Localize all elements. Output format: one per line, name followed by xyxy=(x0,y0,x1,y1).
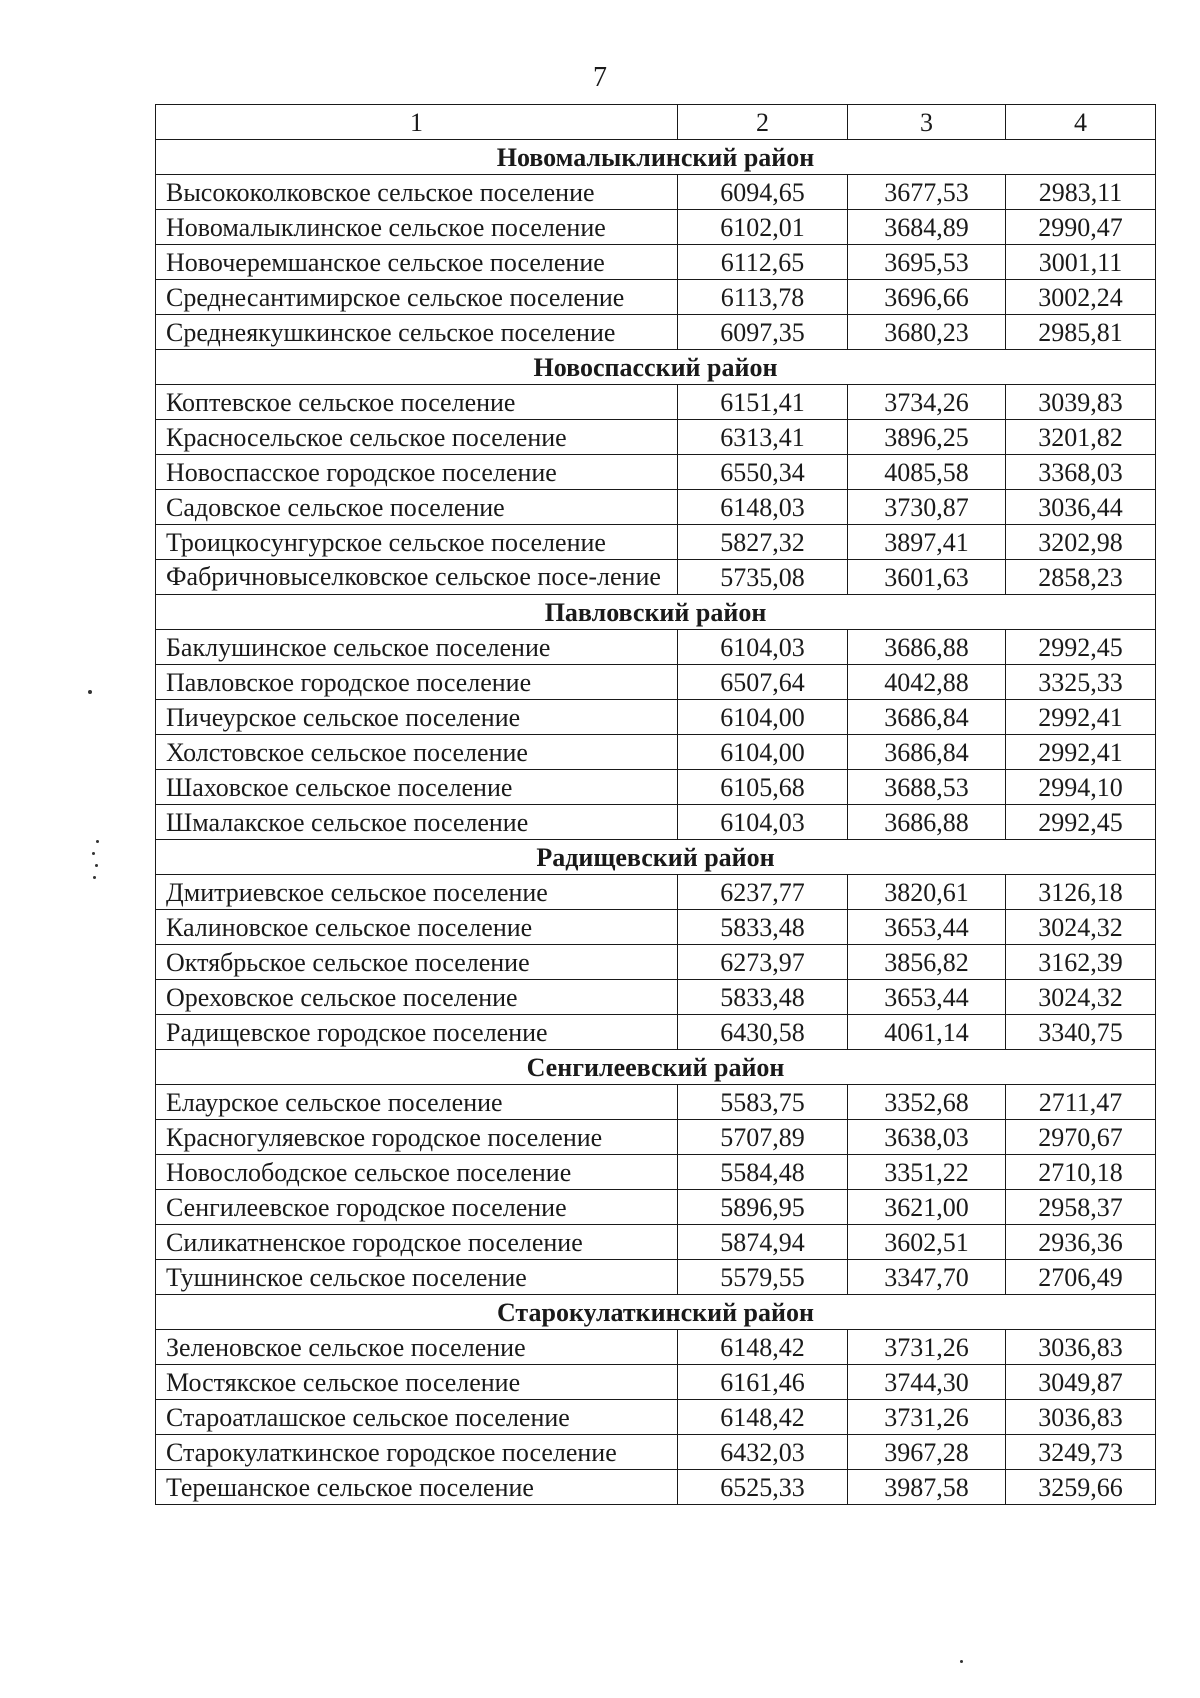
scan-speck xyxy=(88,690,92,694)
value-col-2: 6148,42 xyxy=(678,1400,848,1435)
value-col-3: 3684,89 xyxy=(848,210,1006,245)
value-col-2: 6151,41 xyxy=(678,385,848,420)
value-col-3: 3653,44 xyxy=(848,910,1006,945)
value-col-4: 2985,81 xyxy=(1006,315,1156,350)
settlement-name: Октябрьское сельское поселение xyxy=(156,945,678,980)
scan-speck xyxy=(92,852,95,855)
value-col-2: 5583,75 xyxy=(678,1085,848,1120)
settlement-row xyxy=(156,455,1156,490)
page-number: 7 xyxy=(593,62,607,93)
value-col-4: 3340,75 xyxy=(1006,1015,1156,1050)
value-col-2: 6430,58 xyxy=(678,1015,848,1050)
value-col-2: 5827,32 xyxy=(678,525,848,560)
settlement-row xyxy=(156,175,1156,210)
value-col-4: 2994,10 xyxy=(1006,770,1156,805)
value-col-3: 3621,00 xyxy=(848,1190,1006,1225)
settlement-row xyxy=(156,280,1156,315)
scan-speck xyxy=(95,864,98,867)
settlement-row xyxy=(156,945,1156,980)
settlement-name: Садовское сельское поселение xyxy=(156,490,678,525)
settlement-name: Тушнинское сельское поселение xyxy=(156,1260,678,1295)
settlement-name: Новоспасское городское поселение xyxy=(156,455,678,490)
value-col-4: 2706,49 xyxy=(1006,1260,1156,1295)
value-col-2: 6113,78 xyxy=(678,280,848,315)
value-col-4: 3049,87 xyxy=(1006,1365,1156,1400)
value-col-4: 3368,03 xyxy=(1006,455,1156,490)
settlement-table-body xyxy=(156,105,1156,1505)
settlement-name: Терешанское сельское поселение xyxy=(156,1470,678,1505)
district-row xyxy=(156,1295,1156,1330)
settlement-row xyxy=(156,525,1156,560)
value-col-2: 6432,03 xyxy=(678,1435,848,1470)
settlement-row xyxy=(156,875,1156,910)
value-col-4: 2858,23 xyxy=(1006,560,1156,595)
district-row xyxy=(156,840,1156,875)
settlement-name: Силикатненское городское поселение xyxy=(156,1225,678,1260)
settlement-row xyxy=(156,1015,1156,1050)
settlement-row xyxy=(156,315,1156,350)
settlement-name: Высококолковское сельское поселение xyxy=(156,175,678,210)
settlement-row xyxy=(156,490,1156,525)
value-col-4: 2970,67 xyxy=(1006,1120,1156,1155)
settlement-name: Новослободское сельское поселение xyxy=(156,1155,678,1190)
value-col-2: 6094,65 xyxy=(678,175,848,210)
column-header-4: 4 xyxy=(1006,105,1156,140)
settlement-name: Холстовское сельское поселение xyxy=(156,735,678,770)
value-col-4: 2936,36 xyxy=(1006,1225,1156,1260)
settlement-name: Новомалыклинское сельское поселение xyxy=(156,210,678,245)
value-col-3: 3351,22 xyxy=(848,1155,1006,1190)
value-col-2: 5584,48 xyxy=(678,1155,848,1190)
value-col-4: 3001,11 xyxy=(1006,245,1156,280)
value-col-4: 3002,24 xyxy=(1006,280,1156,315)
value-col-4: 3259,66 xyxy=(1006,1470,1156,1505)
value-col-3: 3896,25 xyxy=(848,420,1006,455)
value-col-2: 6273,97 xyxy=(678,945,848,980)
value-col-4: 3036,44 xyxy=(1006,490,1156,525)
value-col-4: 2958,37 xyxy=(1006,1190,1156,1225)
settlement-row xyxy=(156,1190,1156,1225)
settlement-row xyxy=(156,630,1156,665)
value-col-4: 2983,11 xyxy=(1006,175,1156,210)
value-col-4: 3036,83 xyxy=(1006,1330,1156,1365)
value-col-3: 3686,88 xyxy=(848,805,1006,840)
value-col-3: 3967,28 xyxy=(848,1435,1006,1470)
value-col-3: 3731,26 xyxy=(848,1330,1006,1365)
value-col-4: 3201,82 xyxy=(1006,420,1156,455)
settlement-row xyxy=(156,1085,1156,1120)
value-col-3: 4042,88 xyxy=(848,665,1006,700)
value-col-4: 2992,45 xyxy=(1006,630,1156,665)
settlement-table xyxy=(155,104,1156,1505)
value-col-3: 3347,70 xyxy=(848,1260,1006,1295)
settlement-row xyxy=(156,805,1156,840)
value-col-3: 3897,41 xyxy=(848,525,1006,560)
settlement-row xyxy=(156,1155,1156,1190)
value-col-3: 3686,84 xyxy=(848,700,1006,735)
district-row xyxy=(156,595,1156,630)
value-col-2: 5579,55 xyxy=(678,1260,848,1295)
value-col-2: 6097,35 xyxy=(678,315,848,350)
value-col-4: 3024,32 xyxy=(1006,980,1156,1015)
value-col-4: 3325,33 xyxy=(1006,665,1156,700)
value-col-3: 3731,26 xyxy=(848,1400,1006,1435)
settlement-name: Сенгилеевское городское поселение xyxy=(156,1190,678,1225)
value-col-2: 6507,64 xyxy=(678,665,848,700)
settlement-name: Красногуляевское городское поселение xyxy=(156,1120,678,1155)
value-col-3: 3686,88 xyxy=(848,630,1006,665)
settlement-name: Фабричновыселковское сельское посе-ление xyxy=(156,560,678,595)
value-col-3: 3352,68 xyxy=(848,1085,1006,1120)
value-col-3: 3680,23 xyxy=(848,315,1006,350)
settlement-name: Троицкосунгурское сельское поселение xyxy=(156,525,678,560)
settlement-row xyxy=(156,980,1156,1015)
value-col-2: 5896,95 xyxy=(678,1190,848,1225)
settlement-row xyxy=(156,420,1156,455)
column-header-2: 2 xyxy=(678,105,848,140)
value-col-2: 6104,00 xyxy=(678,735,848,770)
value-col-2: 5874,94 xyxy=(678,1225,848,1260)
district-title: Павловский район xyxy=(156,595,1156,630)
value-col-3: 3820,61 xyxy=(848,875,1006,910)
value-col-4: 2992,41 xyxy=(1006,735,1156,770)
settlement-row xyxy=(156,560,1156,595)
value-col-2: 6104,03 xyxy=(678,630,848,665)
settlement-row xyxy=(156,1470,1156,1505)
column-header-3: 3 xyxy=(848,105,1006,140)
settlement-row xyxy=(156,245,1156,280)
settlement-name: Новочеремшанское сельское поселение xyxy=(156,245,678,280)
value-col-3: 3602,51 xyxy=(848,1225,1006,1260)
settlement-name: Павловское городское поселение xyxy=(156,665,678,700)
settlement-name: Мостякское сельское поселение xyxy=(156,1365,678,1400)
value-col-3: 3695,53 xyxy=(848,245,1006,280)
value-col-4: 3036,83 xyxy=(1006,1400,1156,1435)
value-col-2: 6525,33 xyxy=(678,1470,848,1505)
value-col-3: 4085,58 xyxy=(848,455,1006,490)
value-col-3: 3744,30 xyxy=(848,1365,1006,1400)
settlement-row xyxy=(156,1400,1156,1435)
value-col-4: 3249,73 xyxy=(1006,1435,1156,1470)
value-col-3: 3677,53 xyxy=(848,175,1006,210)
value-col-3: 3601,63 xyxy=(848,560,1006,595)
value-col-4: 3039,83 xyxy=(1006,385,1156,420)
settlement-name: Дмитриевское сельское поселение xyxy=(156,875,678,910)
scan-speck xyxy=(96,840,99,843)
settlement-name: Елаурское сельское поселение xyxy=(156,1085,678,1120)
settlement-name: Калиновское сельское поселение xyxy=(156,910,678,945)
settlement-row xyxy=(156,700,1156,735)
value-col-2: 6104,00 xyxy=(678,700,848,735)
settlement-row xyxy=(156,665,1156,700)
value-col-2: 6104,03 xyxy=(678,805,848,840)
value-col-3: 3856,82 xyxy=(848,945,1006,980)
value-col-4: 2992,45 xyxy=(1006,805,1156,840)
settlement-row xyxy=(156,1330,1156,1365)
settlement-row xyxy=(156,910,1156,945)
district-row xyxy=(156,350,1156,385)
settlement-row xyxy=(156,1435,1156,1470)
value-col-2: 6148,42 xyxy=(678,1330,848,1365)
settlement-name: Красносельское сельское поселение xyxy=(156,420,678,455)
settlement-name: Ореховское сельское поселение xyxy=(156,980,678,1015)
value-col-2: 5707,89 xyxy=(678,1120,848,1155)
scan-speck xyxy=(960,1660,963,1663)
value-col-4: 2992,41 xyxy=(1006,700,1156,735)
district-title: Сенгилеевский район xyxy=(156,1050,1156,1085)
scan-speck xyxy=(93,876,96,879)
value-col-3: 3638,03 xyxy=(848,1120,1006,1155)
value-col-3: 3987,58 xyxy=(848,1470,1006,1505)
value-col-2: 5833,48 xyxy=(678,980,848,1015)
value-col-3: 4061,14 xyxy=(848,1015,1006,1050)
value-col-3: 3653,44 xyxy=(848,980,1006,1015)
settlement-name: Радищевское городское поселение xyxy=(156,1015,678,1050)
value-col-2: 6102,01 xyxy=(678,210,848,245)
settlement-name: Коптевское сельское поселение xyxy=(156,385,678,420)
settlement-name: Шаховское сельское поселение xyxy=(156,770,678,805)
settlement-name: Среднесантимирское сельское поселение xyxy=(156,280,678,315)
value-col-3: 3686,84 xyxy=(848,735,1006,770)
value-col-2: 6313,41 xyxy=(678,420,848,455)
settlement-name: Шмалакское сельское поселение xyxy=(156,805,678,840)
settlement-name: Староатлашское сельское поселение xyxy=(156,1400,678,1435)
settlement-name: Старокулаткинское городское поселение xyxy=(156,1435,678,1470)
settlement-row xyxy=(156,385,1156,420)
value-col-2: 6161,46 xyxy=(678,1365,848,1400)
value-col-2: 6550,34 xyxy=(678,455,848,490)
value-col-2: 6148,03 xyxy=(678,490,848,525)
settlement-row xyxy=(156,1120,1156,1155)
column-header-row xyxy=(156,105,1156,140)
settlement-name: Пичеурское сельское поселение xyxy=(156,700,678,735)
value-col-2: 6105,68 xyxy=(678,770,848,805)
value-col-4: 2710,18 xyxy=(1006,1155,1156,1190)
value-col-2: 5735,08 xyxy=(678,560,848,595)
settlement-row xyxy=(156,1225,1156,1260)
column-header-1: 1 xyxy=(156,105,678,140)
settlement-row xyxy=(156,210,1156,245)
settlement-name: Баклушинское сельское поселение xyxy=(156,630,678,665)
district-title: Радищевский район xyxy=(156,840,1156,875)
value-col-3: 3688,53 xyxy=(848,770,1006,805)
settlement-name: Среднеякушкинское сельское поселение xyxy=(156,315,678,350)
settlement-name: Зеленовское сельское поселение xyxy=(156,1330,678,1365)
district-title: Старокулаткинский район xyxy=(156,1295,1156,1330)
value-col-4: 3202,98 xyxy=(1006,525,1156,560)
settlement-row xyxy=(156,1365,1156,1400)
district-row xyxy=(156,1050,1156,1085)
value-col-2: 6237,77 xyxy=(678,875,848,910)
settlement-row xyxy=(156,1260,1156,1295)
value-col-2: 6112,65 xyxy=(678,245,848,280)
value-col-4: 3162,39 xyxy=(1006,945,1156,980)
settlement-row xyxy=(156,735,1156,770)
district-title: Новоспасский район xyxy=(156,350,1156,385)
value-col-4: 3024,32 xyxy=(1006,910,1156,945)
district-row xyxy=(156,140,1156,175)
settlement-row xyxy=(156,770,1156,805)
value-col-3: 3730,87 xyxy=(848,490,1006,525)
value-col-2: 5833,48 xyxy=(678,910,848,945)
value-col-4: 3126,18 xyxy=(1006,875,1156,910)
value-col-4: 2990,47 xyxy=(1006,210,1156,245)
value-col-4: 2711,47 xyxy=(1006,1085,1156,1120)
value-col-3: 3696,66 xyxy=(848,280,1006,315)
value-col-3: 3734,26 xyxy=(848,385,1006,420)
district-title: Новомалыклинский район xyxy=(156,140,1156,175)
